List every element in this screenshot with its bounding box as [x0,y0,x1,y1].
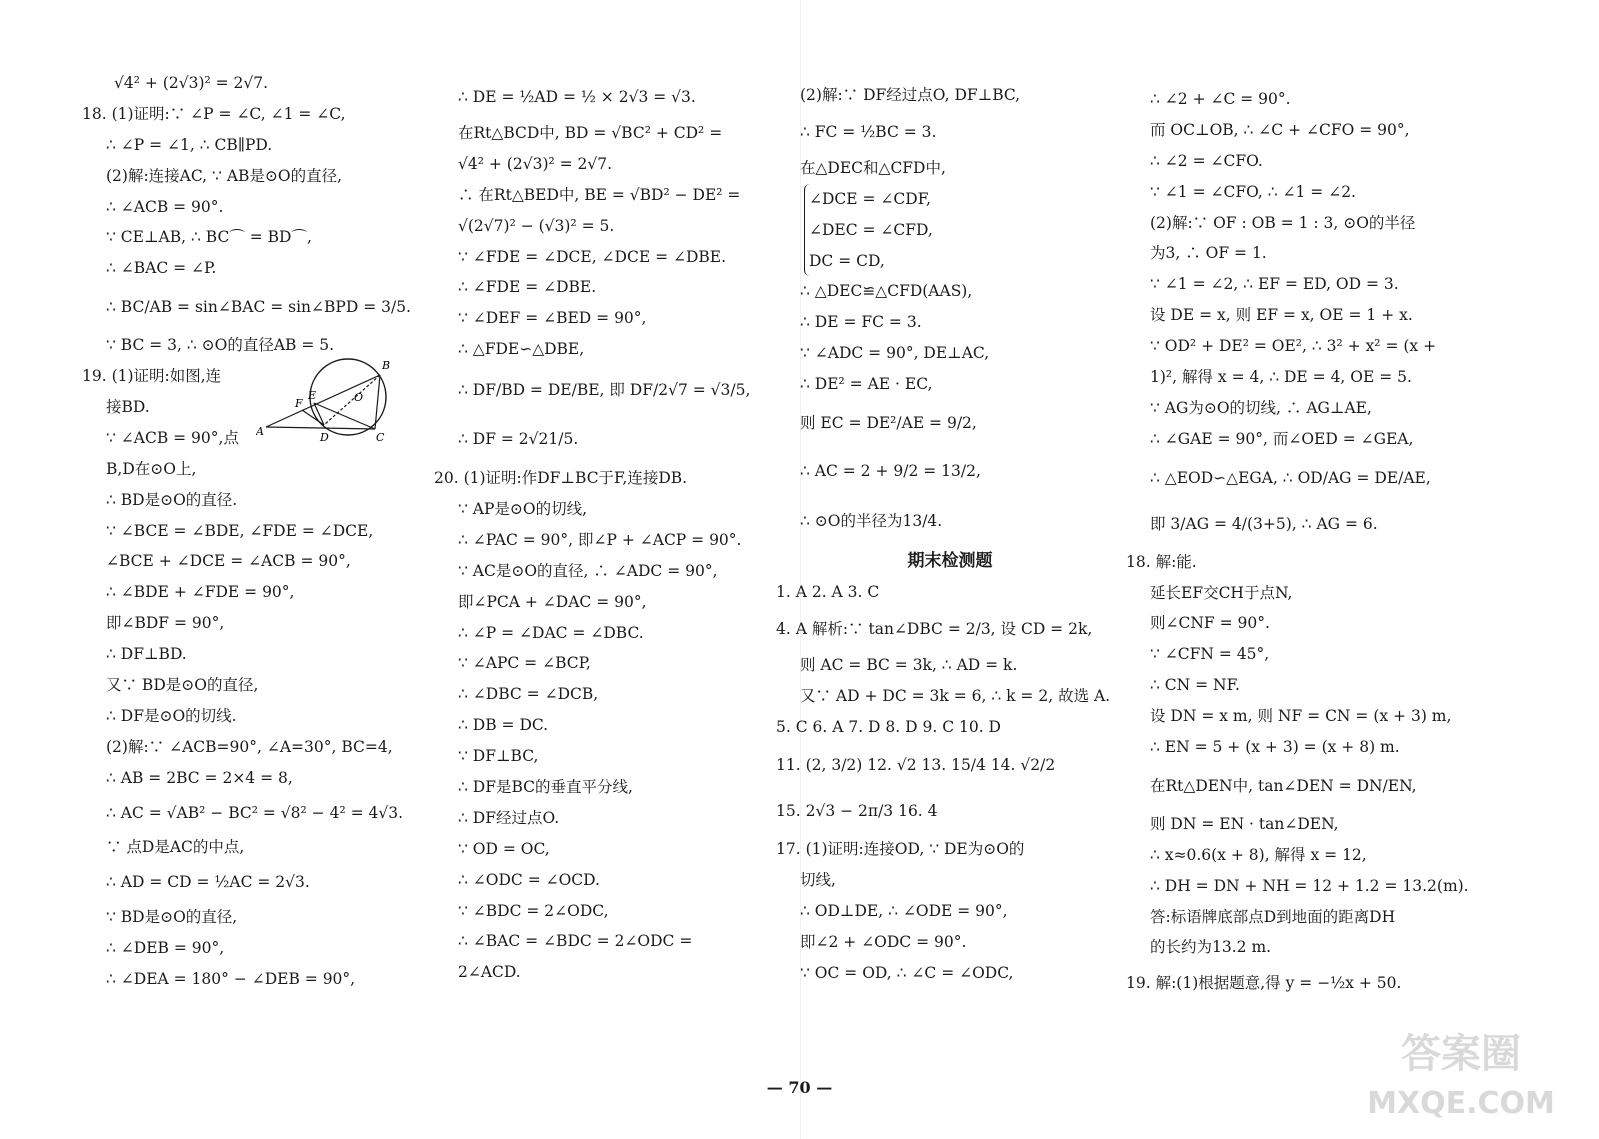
congruence-conditions [804,184,1100,277]
text-line: 为3, ∴ OF = 1. [1150,244,1267,263]
text-line: DC = CD, [809,251,885,270]
answer-line: 11. (2, 3/2) 12. √2 13. 15/4 14. √2/2 [776,756,1056,775]
text-line: (2)解:∵ ∠ACB=90°, ∠A=30°, BC=4, [106,737,393,756]
text-line: ∵ ∠ADC = 90°, DE⊥AC, [800,344,990,363]
text-line: ∵ OC = OD, ∴ ∠C = ∠ODC, [800,964,1014,983]
text-line: ∴ ∠BAC = ∠BDC = 2∠ODC = [458,932,693,951]
text-line: ∴ △EOD∽△EGA, ∴ OD/AG = DE/AE, [1150,468,1431,487]
text-line: ∴ ∠2 = ∠CFO. [1150,151,1263,170]
label-e: E [308,389,317,403]
text-line: ∴ ∠BDE + ∠FDE = 90°, [106,583,295,602]
text-line: 即∠PCA + ∠DAC = 90°, [458,592,647,611]
text-line: ∴ CN = NF. [1150,676,1240,695]
question-20: 20. (1)证明:作DF⊥BC于F,连接DB. [434,469,688,488]
text-line: ∴ BD是⊙O的直径. [106,490,238,509]
text-line: ∴ AC = 2 + 9/2 = 13/2, [800,462,981,481]
text-line: ∵ CE⊥AB, ∴ BC⌒ = BD⌒, [106,228,312,247]
text-line: 即 3/AG = 4/(3+5), ∴ AG = 6. [1150,514,1378,533]
text-line: 又∵ AD + DC = 3k = 6, ∴ k = 2, 故选 A. [800,686,1111,705]
text-line: ∵ OD² + DE² = OE², ∴ 3² + x² = (x + [1150,337,1437,356]
text-line: 则 DN = EN · tan∠DEN, [1150,814,1339,833]
text-line: ∴ BC/AB = sin∠BAC = sin∠BPD = 3/5. [106,298,411,317]
text-line: 1)², 解得 x = 4, ∴ DE = 4, OE = 5. [1150,368,1412,387]
text-line: 而 OC⊥OB, ∴ ∠C + ∠CFO = 90°, [1150,120,1410,139]
text-line: ∴ DH = DN + NH = 12 + 1.2 = 13.2(m). [1150,876,1469,895]
column-1 [82,68,416,995]
text-line: ∴ ∠GAE = 90°, 而∠OED = ∠GEA, [1150,429,1414,448]
text-line: 则 EC = DE²/AE = 9/2, [800,414,977,433]
text-line: 切线, [800,871,836,890]
question-17: 17. (1)证明:连接OD, ∵ DE为⊙O的 [776,840,1025,859]
text-line: ∴ DE² = AE · EC, [800,375,933,394]
text-line: ∴ ∠P = ∠1, ∴ CB∥PD. [106,135,273,154]
text-line: ∴ ∠FDE = ∠DBE. [458,278,597,297]
text-line: ∵ AG为⊙O的切线, ∴ AG⊥AE, [1150,398,1372,417]
question-19-block [82,359,416,485]
text-line: ∴ ∠2 + ∠C = 90°. [1150,90,1291,108]
label-d: D [320,431,329,445]
text-line: ∴ ∠P = ∠DAC = ∠DBC. [458,623,644,642]
column-4 [1126,68,1469,1003]
text-line: ∠DCE = ∠CDF, [809,189,931,208]
text-line: ∵ 点D是AC的中点, [106,837,245,856]
text-line: ∵ DF⊥BC, [458,747,539,766]
watermark-text-cn: 答案圈 [1401,1031,1521,1077]
text-line: 设 DE = x, 则 EF = x, OE = 1 + x. [1150,306,1413,325]
text-line: 则∠CNF = 90°. [1150,614,1270,633]
text-line: 接BD. [106,398,150,417]
text-line: ∴ DB = DC. [458,716,549,735]
label-o: O [354,391,364,405]
text-line: 在△DEC和△CFD中, [800,158,946,177]
text-line: ∵ ∠BCE = ∠BDE, ∠FDE = ∠DCE, [106,521,374,540]
text-line: ∴ AC = √AB² − BC² = √8² − 4² = 4√3. [106,803,404,822]
text-line: 即∠BDF = 90°, [106,614,225,633]
text-line: 又∵ BD是⊙O的直径, [106,676,259,695]
text-line: ∵ ∠FDE = ∠DCE, ∠DCE = ∠DBE. [458,247,727,266]
text-line: ∴ AB = 2BC = 2×4 = 8, [106,768,293,787]
column-2 [434,68,778,988]
text-line: ∴ ∠BAC = ∠P. [106,259,217,278]
text-line: ∴ DF是BC的垂直平分线, [458,778,633,797]
answer-line: 4. A 解析:∵ tan∠DBC = 2/3, 设 CD = 2k, [776,619,1093,638]
text-line: ∴ ∠ODC = ∠OCD. [458,870,600,889]
text-line: B,D在⊙O上, [106,459,197,478]
text-line: 延长EF交CH于点N, [1150,583,1293,602]
column-3 [776,68,1111,989]
label-f: F [295,397,303,411]
text-line: ∴ ∠DBC = ∠DCB, [458,685,599,704]
answer-line: 15. 2√3 − 2π/3 16. 4 [776,802,938,821]
text-line: ∴ DE = ½AD = ½ × 2√3 = √3. [458,88,696,106]
text-line: ∴ ∠PAC = 90°, 即∠P + ∠ACP = 90°. [458,530,742,549]
text-line: ∴ △DEC≌△CFD(AAS), [800,282,973,301]
text-line: ∴ DF = 2√21/5. [458,430,579,449]
text-line: ∠BCE + ∠DCE = ∠ACB = 90°, [106,552,351,571]
text-line: ∠DEC = ∠CFD, [809,220,933,239]
text-line: 的长约为13.2 m. [1150,938,1272,957]
text-line: ∴ AD = CD = ½AC = 2√3. [106,873,310,892]
section-title: 期末检测题 [907,551,993,572]
question-18: 18. (1)证明:∵ ∠P = ∠C, ∠1 = ∠C, [82,104,346,123]
watermark-text-url: MXQE.COM [1367,1086,1555,1121]
text-line: ∵ AP是⊙O的切线, [458,500,588,519]
text-line: √4² + (2√3)² = 2√7. [114,74,269,92]
text-line: ∴ x≈0.6(x + 8), 解得 x = 12, [1150,845,1367,864]
text-line: 在Rt△BCD中, BD = √BC² + CD² = [458,124,723,142]
text-line: ∵ BC = 3, ∴ ⊙O的直径AB = 5. [106,336,335,355]
text-line: √4² + (2√3)² = 2√7. [458,154,613,173]
text-line: 2∠ACD. [458,963,521,982]
text-line: (2)解:连接AC, ∵ AB是⊙O的直径, [106,166,343,185]
text-line: ∵ ∠APC = ∠BCP, [458,654,591,673]
text-line: ∵ ∠ACB = 90°,点 [106,428,239,447]
text-line: ∴ ∠DEA = 180° − ∠DEB = 90°, [106,970,356,989]
text-line: ∴ DF经过点O. [458,808,560,827]
text-line: 设 DN = x m, 则 NF = CN = (x + 3) m, [1150,707,1452,726]
text-line: ∴ OD⊥DE, ∴ ∠ODE = 90°, [800,902,1008,921]
text-line: ∴ DF⊥BD. [106,645,187,664]
text-line: ∴ ⊙O的半径为13/4. [800,512,943,531]
text-line: ∵ AC是⊙O的直径, ∴ ∠ADC = 90°, [458,561,718,580]
text-line: √(2√7)² − (√3)² = 5. [458,216,615,235]
text-line: ∵ OD = OC, [458,839,550,858]
text-line: ∴ FC = ½BC = 3. [800,122,937,141]
text-line: ∴ DE = FC = 3. [800,313,922,332]
answer-line: 1. A 2. A 3. C [776,582,880,601]
text-line: ∴ DF/BD = DE/BE, 即 DF/2√7 = √3/5, [458,381,751,400]
label-c: C [376,431,385,445]
question-19: 19. (1)证明:如图,连 [82,367,222,386]
text-line: ∵ ∠DEF = ∠BED = 90°, [458,309,647,328]
text-line: (2)解:∵ DF经过点O, DF⊥BC, [800,86,1021,104]
watermark-logo [1351,1017,1571,1127]
text-line: ∵ ∠CFN = 45°, [1150,645,1270,664]
segment-ac [266,427,375,429]
text-line: (2)解:∵ OF : OB = 1 : 3, ⊙O的半径 [1150,213,1416,232]
text-line: ∵ ∠1 = ∠CFO, ∴ ∠1 = ∠2. [1150,182,1356,201]
text-line: ∴ △FDE∽△DBE, [458,340,585,359]
text-line: ∵ BD是⊙O的直径, [106,908,238,927]
text-line: ∵ ∠BDC = 2∠ODC, [458,901,609,920]
text-line: ∴ ∠DEB = 90°, [106,939,225,958]
text-line: 则 AC = BC = 3k, ∴ AD = k. [800,655,1018,674]
label-b: B [382,359,391,373]
text-line: ∵ ∠1 = ∠2, ∴ EF = ED, OD = 3. [1150,275,1399,294]
text-line: ∴ EN = 5 + (x + 3) = (x + 8) m. [1150,738,1400,757]
geometry-figure [256,355,406,445]
text-line: 即∠2 + ∠ODC = 90°. [800,933,967,952]
text-line: 答:标语牌底部点D到地面的距离DH [1150,907,1396,926]
segment-bd [324,375,380,425]
page-number: — 70 — [766,1078,833,1097]
text-line: ∴ 在Rt△BED中, BE = √BD² − DE² = [458,185,741,204]
text-line: ∴ ∠ACB = 90°. [106,197,224,216]
label-a: A [256,425,264,439]
question-19-final: 19. 解:(1)根据题意,得 y = −½x + 50. [1126,974,1402,993]
text-line: ∴ DF是⊙O的切线. [106,706,237,725]
text-line: 在Rt△DEN中, tan∠DEN = DN/EN, [1150,776,1417,795]
answer-line: 5. C 6. A 7. D 8. D 9. C 10. D [776,717,1001,736]
question-18-final: 18. 解:能. [1126,552,1197,571]
